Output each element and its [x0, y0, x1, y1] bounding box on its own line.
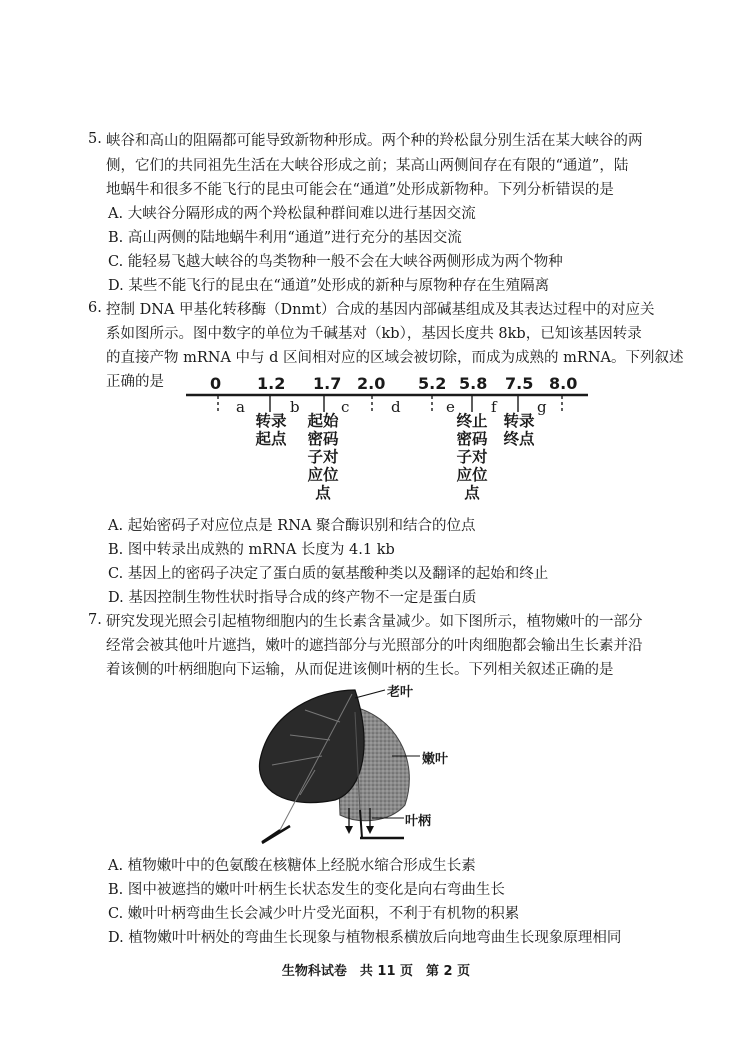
q7-option-b: B. 图中被遮挡的嫩叶叶柄生长状态发生的变化是向右弯曲生长 — [108, 882, 505, 898]
q6-stem-line: 正确的是 — [106, 374, 164, 390]
q5-stem-line: 峡谷和高山的阻隔都可能导致新物种形成。两个种的羚松鼠分别生活在某大峡谷的两 — [106, 133, 643, 149]
q6-number: 6. — [88, 300, 102, 316]
q5-stem-line: 侧，它们的共同祖先生活在大峡谷形成之前；某高山两侧间存在有限的“通道”，陆 — [106, 158, 629, 174]
region-label: d — [391, 398, 401, 416]
start-codon-label: 起始密码子对应位点 — [307, 412, 339, 502]
q5-option-a: A. 大峡谷分隔形成的两个羚松鼠种群间难以进行基因交流 — [108, 206, 476, 222]
q7-option-d: D. 植物嫩叶叶柄处的弯曲生长现象与植物根系横放后向地弯曲生长现象原理相同 — [108, 930, 622, 946]
q5-option-d: D. 某些不能飞行的昆虫在“通道”处形成的新种与原物种存在生殖隔离 — [108, 278, 550, 294]
region-label: g — [537, 398, 547, 416]
gene-tick-label: 1.2 — [257, 374, 286, 393]
young-leaf-label: 嫩叶 — [422, 752, 449, 767]
transcription-start-label: 转录起点 — [255, 412, 287, 448]
gene-tick-label: 0 — [210, 374, 222, 393]
q6-stem-line: 的直接产物 mRNA 中与 d 区间相对应的区域会被切除，而成为成熟的 mRNA。下列叙述 — [106, 350, 684, 366]
page-footer: 生物科试卷 共 11 页 第 2 页 — [281, 964, 471, 979]
q6-stem-line: 系如图所示。图中数字的单位为千碱基对（kb），基因长度共 8kb，已知该基因转录 — [106, 326, 642, 342]
gene-tick-label: 5.8 — [459, 374, 488, 393]
gene-tick-label: 7.5 — [505, 374, 534, 393]
q5-stem-line: 地蜗牛和很多不能飞行的昆虫可能会在“通道”处形成新物种。下列分析错误的是 — [106, 182, 614, 198]
q7-stem-line: 着该侧的叶柄细胞向下运输，从而促进该侧叶柄的生长。下列相关叙述正确的是 — [106, 662, 614, 678]
gene-tick-label: 5.2 — [418, 374, 447, 393]
q6-option-a: A. 起始密码子对应位点是 RNA 聚合酶识别和结合的位点 — [108, 518, 476, 534]
gene-tick-label: 2.0 — [357, 374, 386, 393]
q5-option-b: B. 高山两侧的陆地蜗牛利用“通道”进行充分的基因交流 — [108, 230, 462, 246]
q7-stem-line: 经常会被其他叶片遮挡，嫩叶的遮挡部分与光照部分的叶肉细胞都会输出生长素并沿 — [106, 638, 643, 654]
gene-tick-label: 1.7 — [313, 374, 342, 393]
gene-tick-label: 8.0 — [549, 374, 578, 393]
region-label: a — [236, 398, 245, 416]
q5-number: 5. — [88, 131, 102, 147]
old-leaf-label: 老叶 — [387, 685, 414, 700]
region-label: f — [491, 398, 497, 416]
q6-option-c: C. 基因上的密码子决定了蛋白质的氨基酸种类以及翻译的起始和终止 — [108, 566, 549, 582]
transcription-end-label: 转录终点 — [503, 412, 535, 448]
q5-option-c: C. 能轻易飞越大峡谷的鸟类物种一般不会在大峡谷两侧形成为两个物种 — [108, 254, 563, 270]
q6-stem-line: 控制 DNA 甲基化转移酶（Dnmt）合成的基因内部碱基组成及其表达过程中的对应关 — [106, 302, 655, 318]
region-label: e — [446, 398, 455, 416]
q7-number: 7. — [88, 612, 102, 628]
petiole-label: 叶柄 — [405, 814, 432, 829]
q6-option-b: B. 图中转录出成熟的 mRNA 长度为 4.1 kb — [108, 542, 395, 558]
region-label: b — [290, 398, 300, 416]
region-label: c — [341, 398, 350, 416]
q7-stem-line: 研究发现光照会引起植物细胞内的生长素含量减少。如下图所示，植物嫩叶的一部分 — [106, 614, 643, 630]
q6-option-d: D. 基因控制生物性状时指导合成的终产物不一定是蛋白质 — [108, 590, 477, 606]
stop-codon-label: 终止密码子对应位点 — [456, 412, 488, 502]
q7-option-a: A. 植物嫩叶中的色氨酸在核糖体上经脱水缩合形成生长素 — [108, 858, 476, 874]
q7-option-c: C. 嫩叶叶柄弯曲生长会减少叶片受光面积，不利于有机物的积累 — [108, 906, 520, 922]
